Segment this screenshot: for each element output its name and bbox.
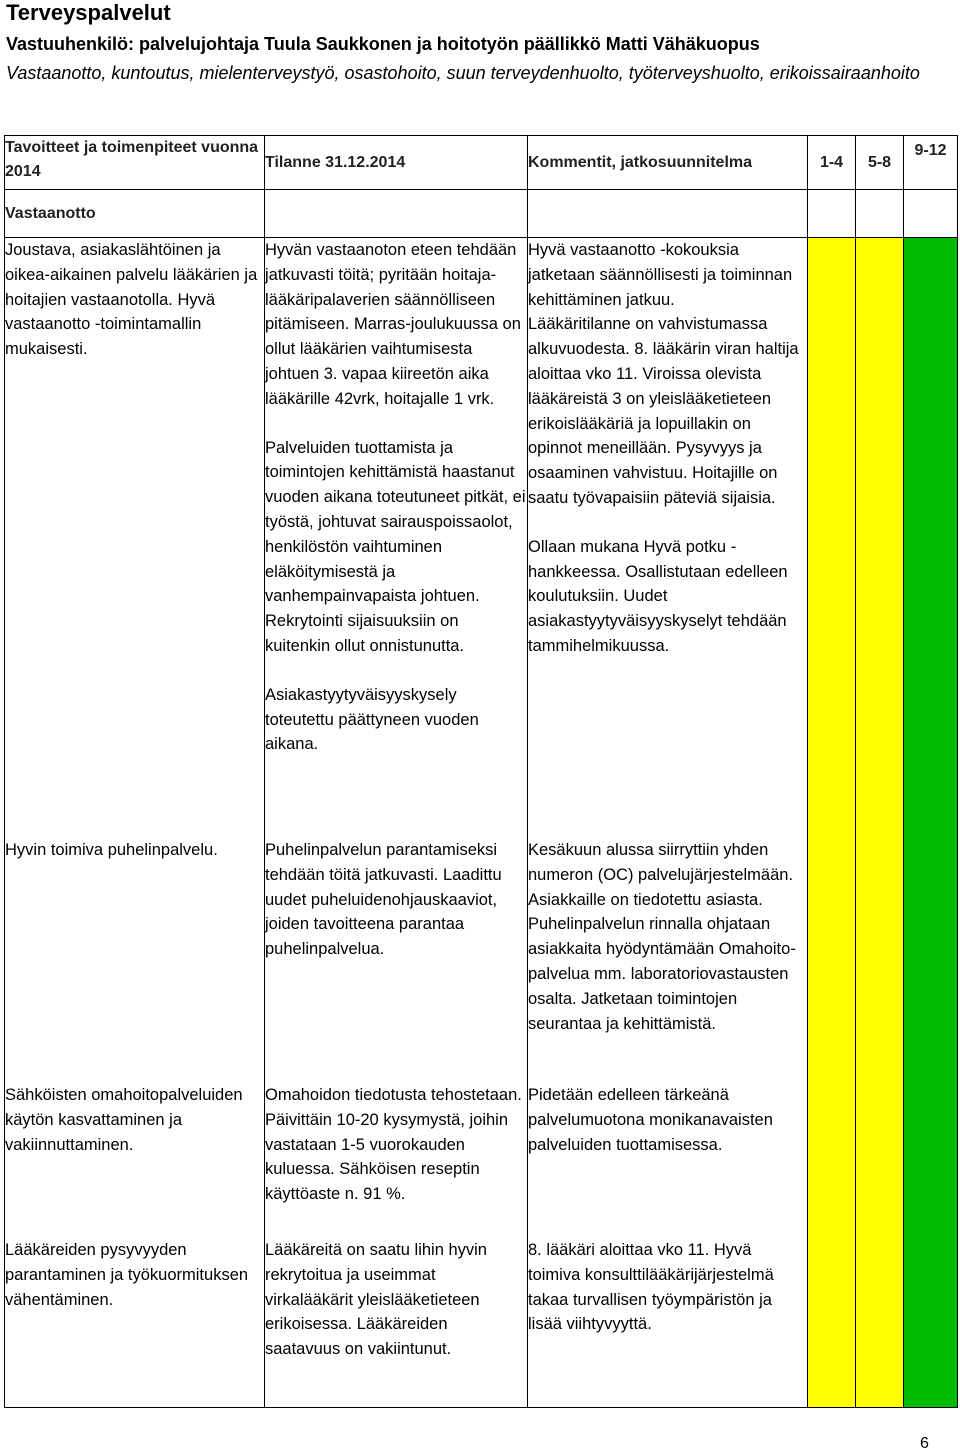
quarter-2-status-fill: [856, 238, 904, 1408]
goals-table: [4, 135, 958, 1408]
status-text: Hyvän vastaanoton eteen tehdään jatkuvasti töitä; pyritään hoitaja-lääkäripalaverien säännölliseen pitämiseen. Marras-joulukuussa on ollut lääkärien vaihtumisesta johtuen 3. vapaa kiireetön aika lääkärille 42vrk, hoitajalle 1 vrk.: [265, 241, 521, 408]
goals-cell: [5, 238, 265, 1408]
quarter-1-status-fill: [808, 238, 856, 1408]
responsible-persons: Vastuuhenkilö: palvelujohtaja Tuula Saukkonen ja hoitotyön päällikkö Matti Vähäkuopus: [6, 34, 760, 54]
table-header-row: [5, 136, 958, 190]
comments-cell: [528, 238, 808, 1408]
header-status: Tilanne 31.12.2014: [265, 136, 528, 190]
header-quarter-2: 5-8: [856, 136, 904, 190]
header-goals: Tavoitteet ja toimenpiteet vuonna 2014: [5, 136, 265, 190]
comment-text: Lääkäritilanne on vahvistumassa alkuvuodesta. 8. lääkärin viran haltija aloittaa vko 11. Viroissa olevista lääkäreistä 3 on yleislääketieteen erikoislääkäriä ja lopuillakin on opinnot meneillään. Pysyvyys ja osaaminen vahvistuu. Hoitajille on saatu työvapaisiin päteviä sijaisia.: [528, 315, 799, 507]
status-text: Lääkäreitä on saatu lihin hyvin rekrytoitua ja useimmat virkalääkärit yleislääketieteen erikoisessa. Lääkäreiden saatavuus on vakiintunut.: [265, 1241, 487, 1359]
comment-text: Pidetään edelleen tärkeänä palvelumuotona monikanavaisten palveluiden tuottamisessa.: [528, 1086, 773, 1154]
comment-text: Hyvä vastaanotto -kokouksia jatketaan säännöllisesti ja toiminnan kehittäminen jatkuu.: [528, 241, 793, 309]
scope-description: Vastaanotto, kuntoutus, mielenterveystyö, osastohoito, suun terveydenhuolto, työterveyshuolto, erikoissairaanhoito: [6, 63, 920, 83]
quarter-3-status-fill: [904, 238, 958, 1408]
goal-item: Lääkäreiden pysyvyyden parantaminen ja työkuormituksen vähentäminen.: [5, 1241, 249, 1309]
comment-text: Kesäkuun alussa siirryttiin yhden numeron (OC) palvelujärjestelmään. Asiakkaille on tiedotettu asiasta. Puhelinpalvelun rinnalla ohjataan asiakkaita hyödyntämään Omahoito-palvelua mm. laboratoriovastausten osalta. Jatketaan toimintojen seurantaa ja kehittämistä.: [528, 841, 796, 1033]
status-text: Asiakastyytyväisyyskysely toteutettu päättyneen vuoden aikana.: [265, 685, 479, 754]
section-label: Vastaanotto: [5, 190, 265, 238]
status-cell: [265, 238, 528, 1408]
page-number: 6: [920, 1435, 929, 1452]
table-row: [5, 238, 958, 1408]
page-title: Terveyspalvelut: [6, 0, 171, 25]
comment-text: Ollaan mukana Hyvä potku -hankkeessa. Osallistutaan edelleen koulutuksiin. Uudet asiakastyytyväisyyskyselyt tehdään tammihelmikuussa.: [528, 537, 788, 655]
status-block-1: [265, 238, 527, 838]
header-quarter-1: 1-4: [808, 136, 856, 190]
goal-item: Sähköisten omahoitopalveluiden käytön kasvattaminen ja vakiinnuttaminen.: [5, 1086, 243, 1154]
comment-text: 8. lääkäri aloittaa vko 11. Hyvä toimiva konsulttilääkärijärjestelmä takaa turvallisen työympäristön ja lisää viihtyvyyttä.: [528, 1241, 774, 1334]
goal-item: Hyvin toimiva puhelinpalvelu.: [5, 841, 218, 859]
header-quarter-3: 9-12: [904, 136, 958, 190]
section-row: [5, 190, 958, 238]
header-comments: Kommentit, jatkosuunnitelma: [528, 136, 808, 190]
status-text: Puhelinpalvelun parantamiseksi tehdään töitä jatkuvasti. Laadittu uudet puheluidenohjauskaaviot, joiden tavoitteena parantaa puhelinpalvelua.: [265, 841, 502, 959]
goal-item: Joustava, asiakaslähtöinen ja oikea-aikainen palvelu lääkärien ja hoitajien vastaanotolla. Hyvä vastaanotto -toimintamallin mukaisesti.: [5, 241, 258, 359]
comments-block-1: [528, 238, 807, 838]
status-text: Omahoidon tiedotusta tehostetaan. Päivittäin 10-20 kysymystä, joihin vastataan 1-5 vuorokauden kuluessa. Sähköisen reseptin käyttöaste n. 91 %.: [265, 1086, 522, 1204]
status-text: Palveluiden tuottamista ja toimintojen kehittämistä haastanut vuoden aikana toteutuneet pitkät, ei työstä, johtuvat sairauspoissaolot, henkilöstön vaihtuminen eläköitymisestä ja vanhempainvapaista johtuen. Rekrytointi sijaisuuksiin on kuitenkin ollut onnistunutta.: [265, 438, 526, 655]
